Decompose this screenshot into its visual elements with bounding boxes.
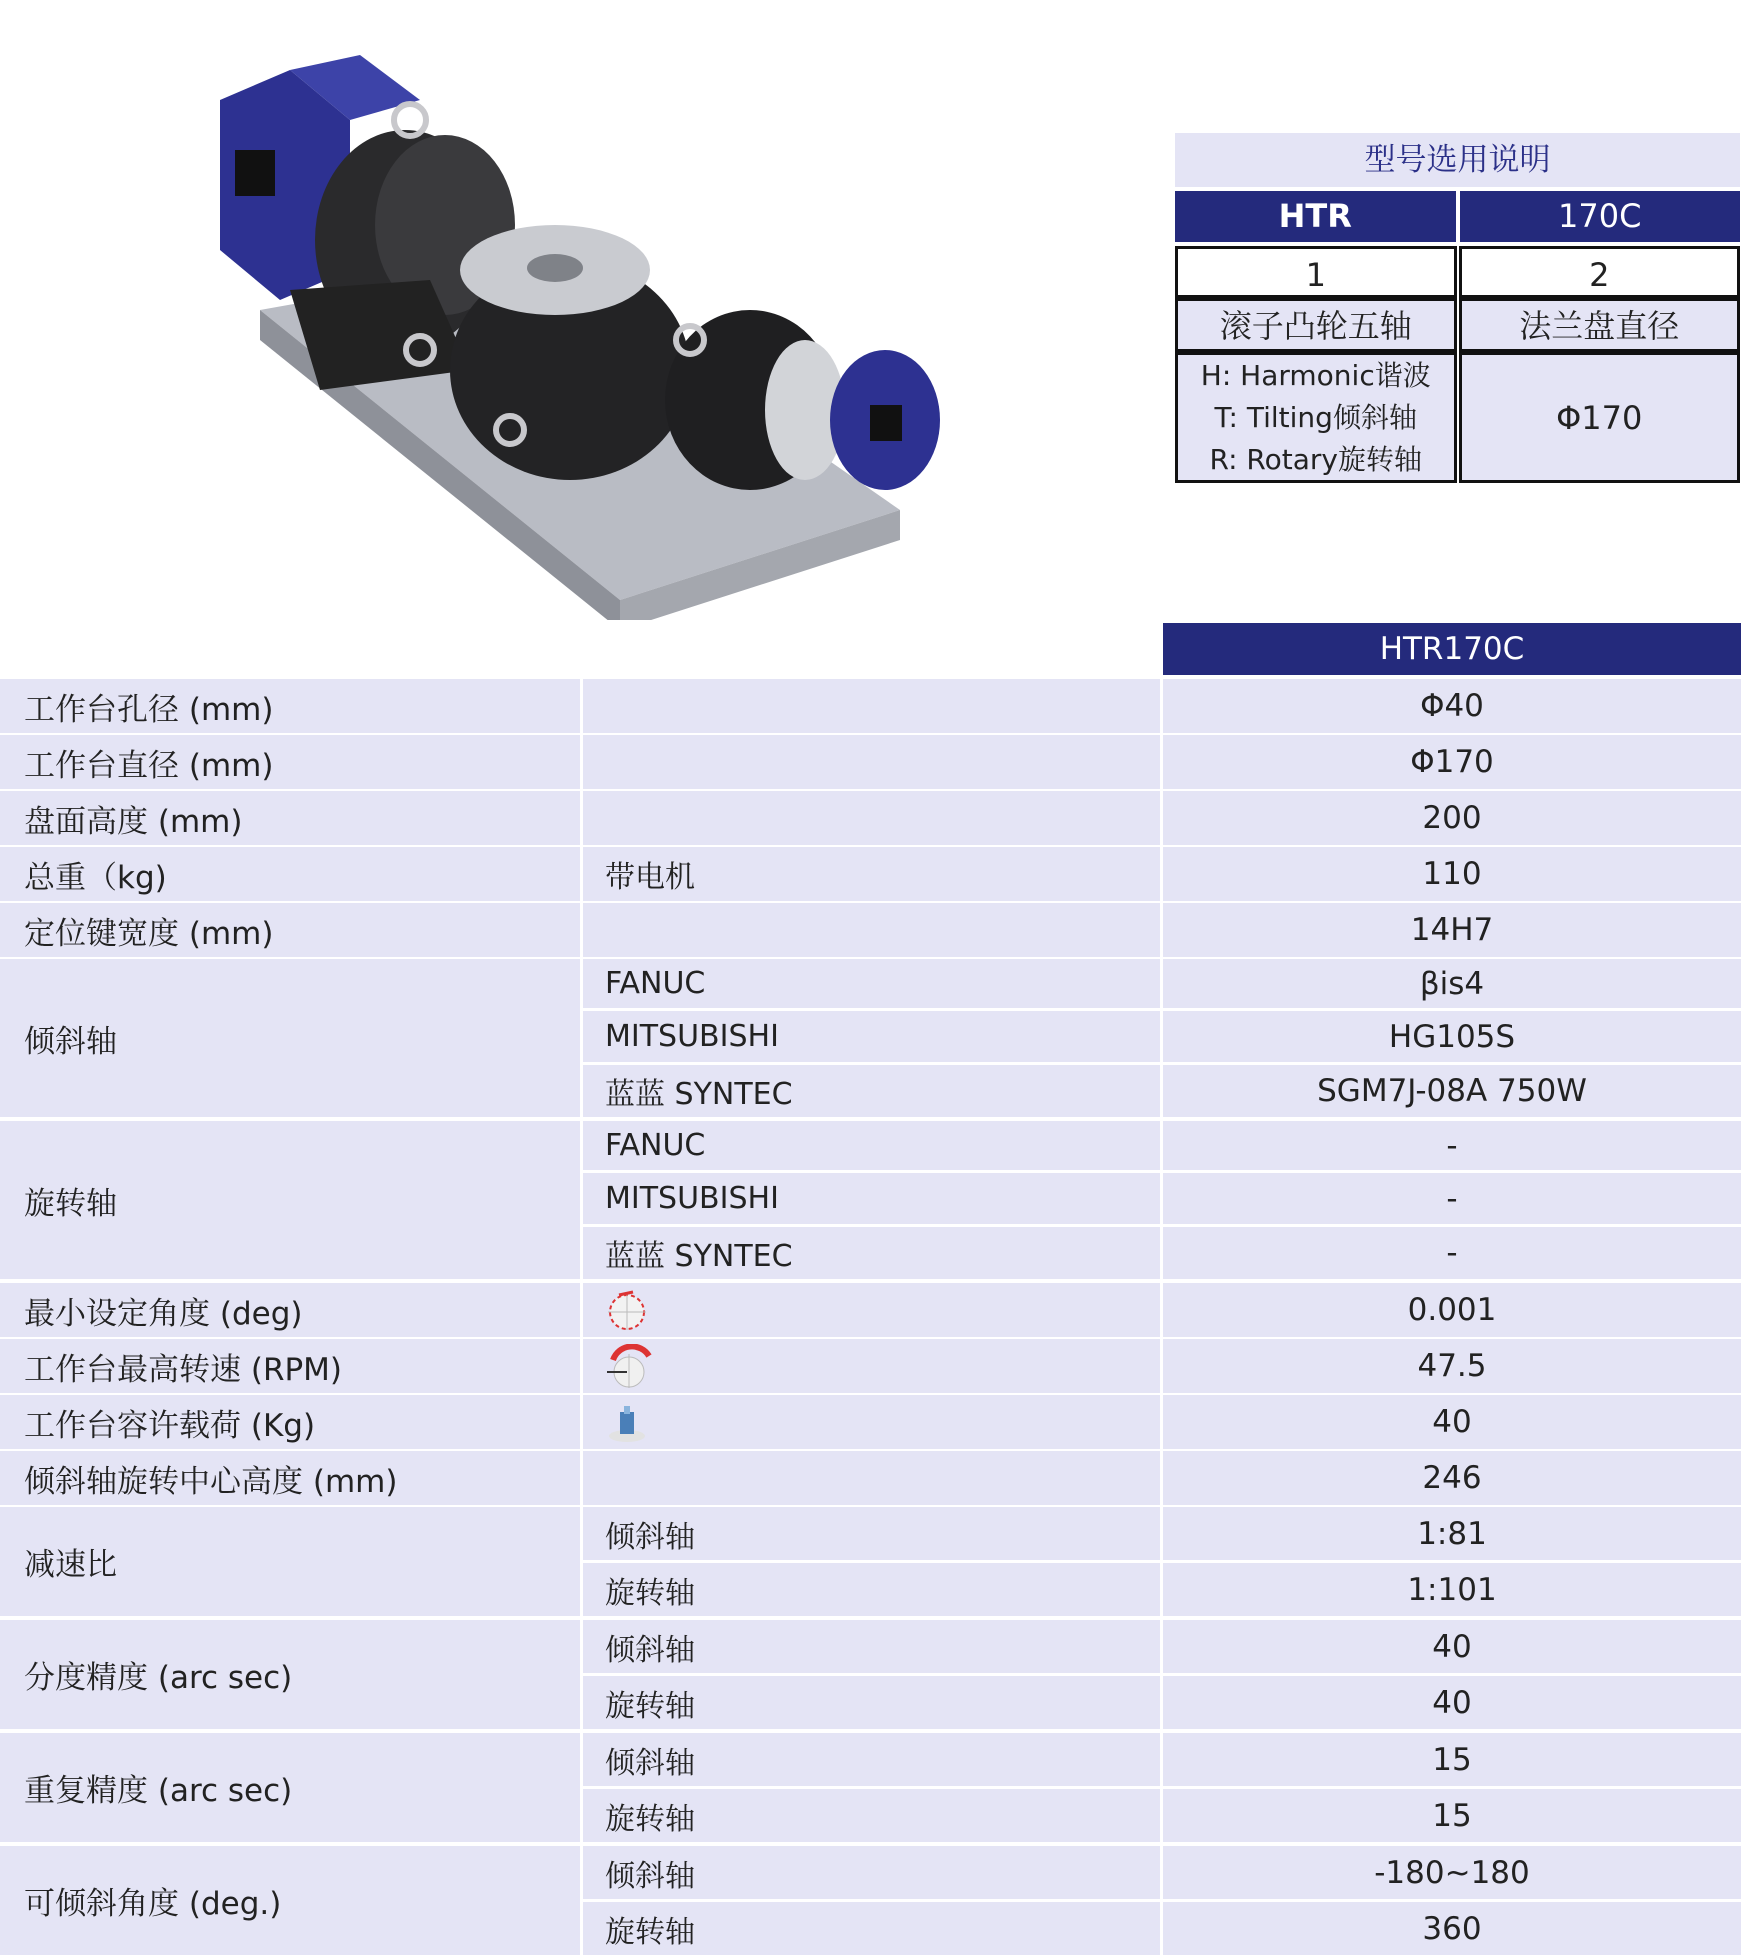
spec-value: 40 [1163, 1620, 1741, 1673]
load-icon [583, 1395, 1160, 1449]
model-series-description [1175, 352, 1457, 483]
spec-value: 0.001 [1163, 1283, 1741, 1337]
model-selection-table [1175, 133, 1740, 483]
spec-sub-label: 蓝蓝 SYNTEC [583, 1065, 1160, 1117]
spec-label: 可倾斜角度 (deg.) [0, 1846, 580, 1955]
spec-model-header: HTR170C [1163, 623, 1741, 675]
spec-sub-label: 旋转轴 [583, 1789, 1160, 1842]
spec-sub-label: 倾斜轴 [583, 1620, 1160, 1673]
spec-label: 工作台容许载荷 (Kg) [0, 1395, 580, 1449]
spec-sub-label [583, 735, 1160, 789]
spec-value: 1:101 [1163, 1563, 1741, 1616]
spec-label: 分度精度 (arc sec) [0, 1620, 580, 1729]
desc-harmonic: H: Harmonic谐波 [1200, 358, 1431, 392]
spec-sub-label [583, 1451, 1160, 1505]
model-selection-title: 型号选用说明 [1175, 133, 1740, 187]
spec-label: 定位键宽度 (mm) [0, 903, 580, 957]
spec-value: Φ40 [1163, 679, 1741, 733]
spec-value: - [1163, 1121, 1741, 1170]
angle-icon [605, 1288, 649, 1332]
spec-sub-label: 倾斜轴 [583, 1846, 1160, 1899]
model-position-1: 1 [1175, 246, 1457, 298]
model-label-flange: 法兰盘直径 [1459, 298, 1741, 352]
spec-value: - [1163, 1173, 1741, 1224]
spec-value: 14H7 [1163, 903, 1741, 957]
spec-sub-label: FANUC [583, 959, 1160, 1008]
spec-sub-label: 旋转轴 [583, 1902, 1160, 1955]
spec-value: Φ170 [1163, 735, 1741, 789]
spec-value: - [1163, 1227, 1741, 1279]
spec-label: 倾斜轴旋转中心高度 (mm) [0, 1451, 580, 1505]
spec-sub-label: FANUC [583, 1121, 1160, 1170]
spec-value: 47.5 [1163, 1339, 1741, 1393]
spec-label: 最小设定角度 (deg) [0, 1283, 580, 1337]
spec-sub-label [583, 791, 1160, 845]
spec-value: HG105S [1163, 1011, 1741, 1062]
spec-sub-label: 倾斜轴 [583, 1507, 1160, 1560]
spec-label: 工作台孔径 (mm) [0, 679, 580, 733]
spec-label: 减速比 [0, 1507, 580, 1616]
spec-value: SGM7J-08A 750W [1163, 1065, 1741, 1117]
spec-value: -180~180 [1163, 1846, 1741, 1899]
spec-value: 110 [1163, 847, 1741, 901]
spec-value: 15 [1163, 1733, 1741, 1786]
spec-value: 40 [1163, 1395, 1741, 1449]
speed-icon [605, 1344, 653, 1388]
spec-value: βis4 [1163, 959, 1741, 1008]
spec-value: 246 [1163, 1451, 1741, 1505]
spec-sub-label: 旋转轴 [583, 1563, 1160, 1616]
spec-label: 盘面高度 (mm) [0, 791, 580, 845]
spec-sub-label: MITSUBISHI [583, 1011, 1160, 1062]
spec-label: 总重（kg) [0, 847, 580, 901]
model-position-2: 2 [1459, 246, 1741, 298]
desc-tilting: T: Tilting倾斜轴 [1214, 400, 1417, 434]
spec-label: 旋转轴 [0, 1121, 580, 1279]
spec-sub-label: 倾斜轴 [583, 1733, 1160, 1786]
desc-rotary: R: Rotary旋转轴 [1209, 442, 1422, 476]
spec-sub-label [583, 679, 1160, 733]
load-icon [605, 1400, 649, 1444]
spec-value: 15 [1163, 1789, 1741, 1842]
model-label-series: 滚子凸轮五轴 [1175, 298, 1457, 352]
spec-value: 40 [1163, 1676, 1741, 1729]
spec-sub-label: 带电机 [583, 847, 1160, 901]
spec-label: 工作台最高转速 (RPM) [0, 1339, 580, 1393]
model-flange-value: Φ170 [1459, 352, 1741, 483]
speed-icon [583, 1339, 1160, 1393]
spec-sub-label: 蓝蓝 SYNTEC [583, 1227, 1160, 1279]
spec-label: 倾斜轴 [0, 959, 580, 1117]
spec-value: 200 [1163, 791, 1741, 845]
spec-value: 360 [1163, 1902, 1741, 1955]
spec-sub-label: MITSUBISHI [583, 1173, 1160, 1224]
spec-label: 重复精度 (arc sec) [0, 1733, 580, 1842]
spec-sub-label: 旋转轴 [583, 1676, 1160, 1729]
spec-label: 工作台直径 (mm) [0, 735, 580, 789]
spec-sub-label [583, 903, 1160, 957]
model-code-size: 170C [1460, 191, 1741, 242]
model-code-series: HTR [1175, 191, 1456, 242]
angle-icon [583, 1283, 1160, 1337]
rotary-table-product-image [180, 40, 940, 620]
spec-value: 1:81 [1163, 1507, 1741, 1560]
